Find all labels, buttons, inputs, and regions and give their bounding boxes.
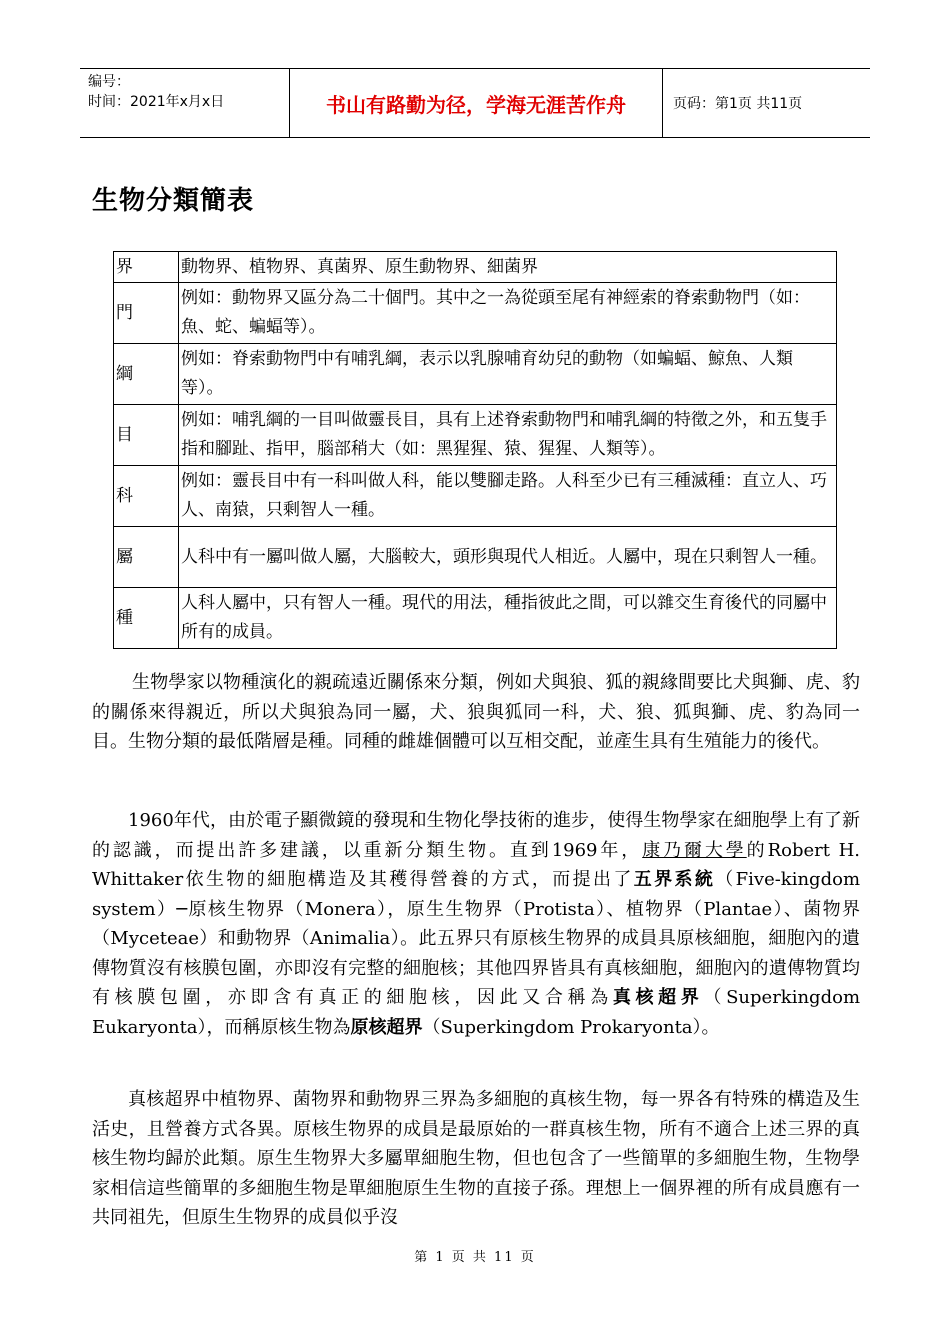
prokaryonta-term: 原核超界	[350, 1016, 423, 1038]
table-row	[114, 588, 837, 649]
five-kingdom-term: 五界系統	[633, 869, 716, 890]
classification-table	[113, 251, 837, 649]
rank-cell: 目	[114, 405, 179, 466]
description-cell: 人科人屬中，只有智人一種。現代的用法，種指彼此之間，可以雜交生育後代的同屬中所有的成員。	[179, 588, 837, 649]
paragraph-text: （Superkingdom Eukaryonta），而稱原核生物為	[92, 987, 861, 1038]
description-cell: 人科中有一屬叫做人屬，大腦較大，頭形與現代人相近。人屬中，現在只剩智人一種。	[179, 527, 837, 588]
table-row	[114, 344, 837, 405]
paragraph-text: 的Robert H. Whittaker依生物的細胞構造及其穫得營養的方式，而提出了	[92, 839, 861, 890]
description-cell: 例如：哺乳綱的一目叫做靈長目，具有上述脊索動物門和哺乳綱的特徵之外，和五隻手指和腳趾、指甲，腦部稍大（如：黑猩猩、猿、猩猩、人類等）。	[179, 405, 837, 466]
table-row	[114, 405, 837, 466]
description-cell: 例如：動物界又區分為二十個門。其中之一為從頭至尾有神經索的脊索動物門（如：魚、蛇、蝙蝠等）。	[179, 283, 837, 344]
paragraph-eukaryotes: 真核超界中植物界、菌物界和動物界三界為多細胞的真核生物，每一界各有特殊的構造及生活史，且營養方式各異。原核生物界的成員是最原始的一群真核生物，所有不適合上述三界的真核生物均歸於此類。原生生物界大多屬單細胞生物，但也包含了一些簡單的多細胞生物，生物學家相信這些簡單的多細胞生物是單細胞原生生物的直接子孫。理想上一個界裡的所有成員應有一共同祖先，但原生生物界的成員似乎沒	[92, 1089, 860, 1228]
description-cell: 例如：靈長目中有一科叫做人科，能以雙腳走路。人科至少已有三種滅種：直立人、巧人、南猿，只剩智人一種。	[179, 466, 837, 527]
rank-cell: 屬	[114, 527, 179, 588]
rank-cell: 界	[114, 252, 179, 283]
header-number: 编号：	[88, 74, 130, 90]
table-row	[114, 252, 837, 283]
table-row	[114, 283, 837, 344]
table-row	[114, 527, 837, 588]
eukaryonta-term: 真核超界	[612, 987, 704, 1008]
rank-cell: 門	[114, 283, 179, 344]
page-footer: 第 1 页 共 11 页	[414, 1250, 536, 1265]
header-meta	[80, 69, 290, 137]
paragraph-text: 1960年代，由於電子顯微鏡的發現和生物化學技術的進步，使得生物學家在細胞學上有了新的認識，而提出許多建議，以重新分類生物。直到1969年，	[92, 810, 860, 861]
paragraph-five-kingdoms	[92, 806, 860, 1042]
rank-cell: 綱	[114, 344, 179, 405]
page-header	[80, 68, 870, 138]
paragraph-text: （Five-kingdom system）─原核生物界（Monera），原生生物界（Protista）、植物界（Plantae）、菌物界（Myceteae）和動物界（Animalia）。此五界只有原核生物界的成員具原核細胞，細胞內的遺傳物質沒有核膜包圍，亦即沒有完整的細胞核；其他四界皆具有真核細胞，細胞內的遺傳物質均有核膜包圍，亦即含有真正的細胞核，因此又合稱為	[92, 869, 861, 1008]
rank-cell: 種	[114, 588, 179, 649]
cornell-university-link[interactable]: 康乃爾大學	[642, 839, 747, 861]
document-title: 生物分類簡表	[92, 186, 255, 216]
description-cell: 例如：脊索動物門中有哺乳綱，表示以乳腺哺育幼兒的動物（如蝙蝠、鯨魚、人類等）。	[179, 344, 837, 405]
description-cell: 動物界、植物界、真菌界、原生動物界、細菌界	[179, 252, 837, 283]
table-row	[114, 466, 837, 527]
paragraph-classification-basis: 生物學家以物種演化的親疏遠近關係來分類，例如犬與狼、狐的親緣間要比犬與獅、虎、豹的關係來得親近，所以犬與狼為同一屬，犬、狼與狐同一科，犬、狼、狐與獅、虎、豹為同一目。生物分類的最低階層是種。同種的雌雄個體可以互相交配，並產生具有生殖能力的後代。	[92, 672, 860, 752]
rank-cell: 科	[114, 466, 179, 527]
paragraph-text: （Superkingdom Prokaryonta）。	[422, 1016, 720, 1038]
header-motto: 书山有路勤为径，学海无涯苦作舟	[290, 69, 663, 137]
header-time: 时间：2021年x月x日	[88, 94, 225, 110]
header-page-number: 页码：第1页 共11页	[673, 96, 803, 112]
